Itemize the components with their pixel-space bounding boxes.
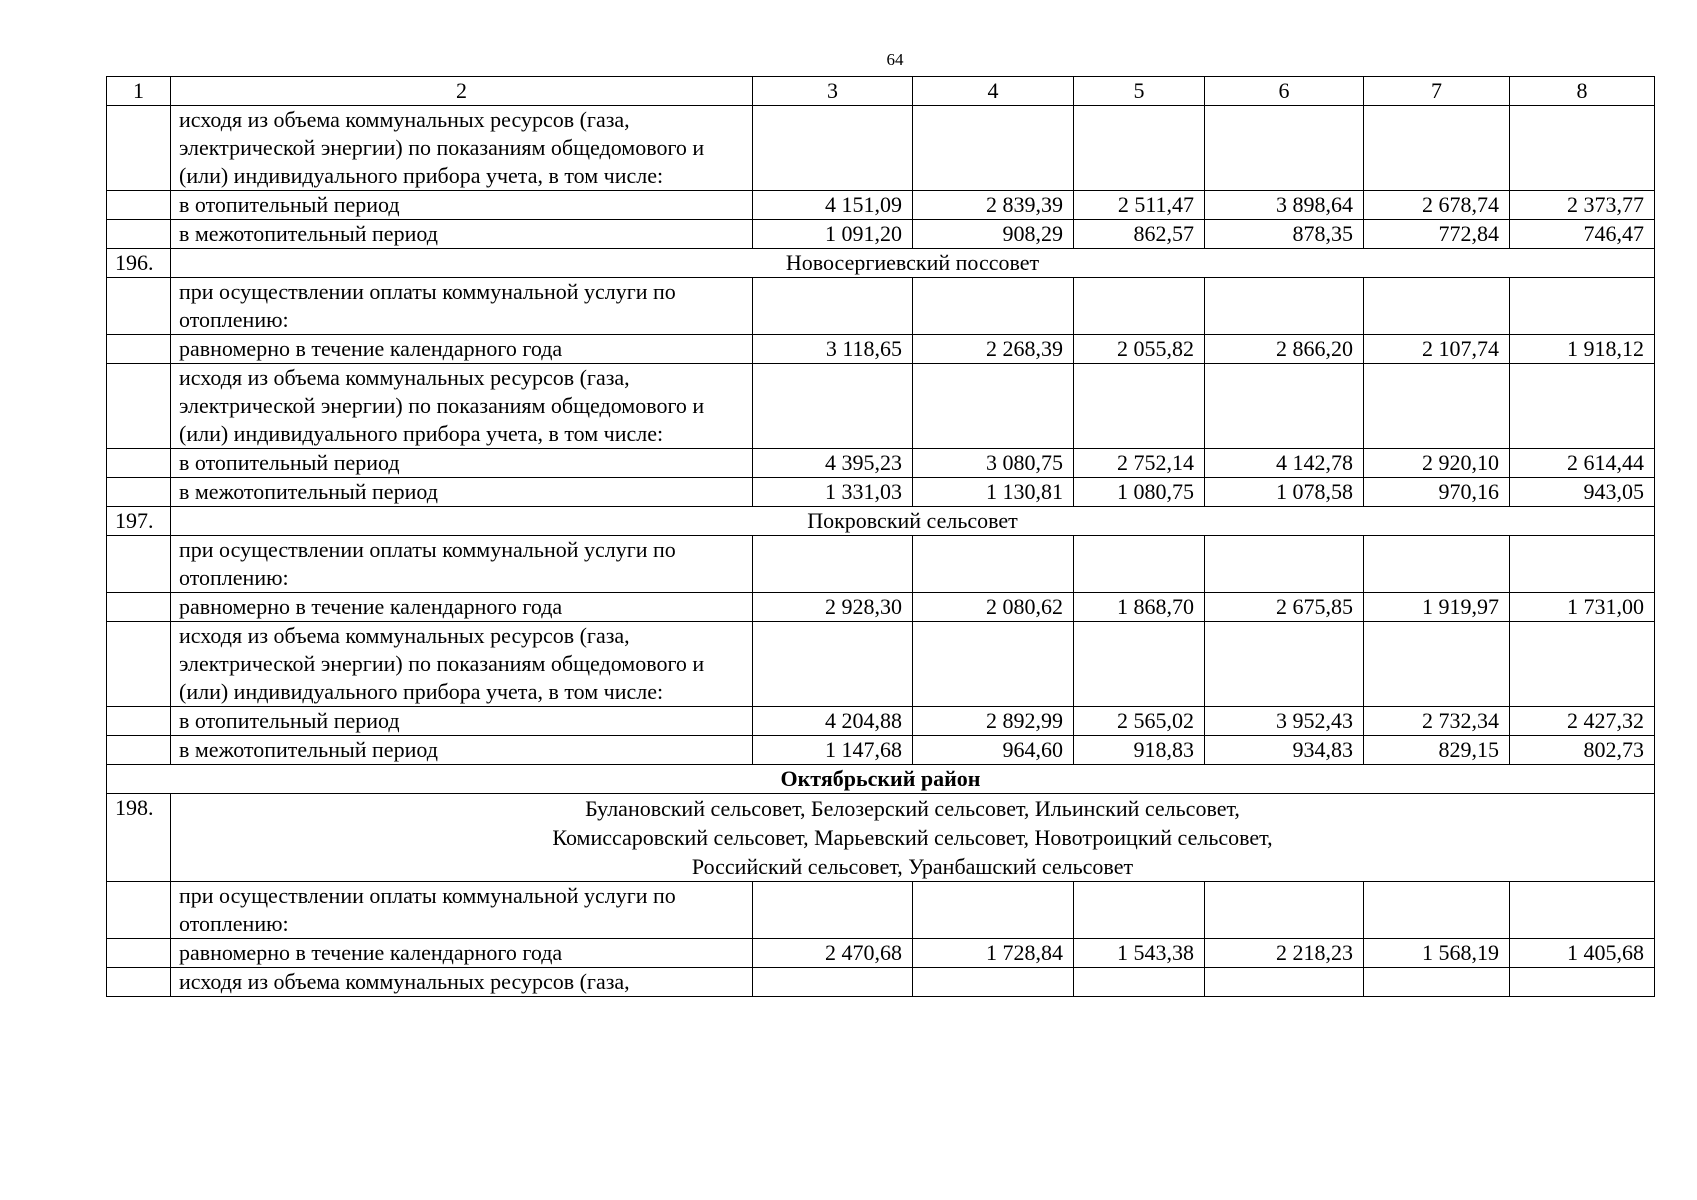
value-cell: 2 218,23: [1205, 939, 1364, 968]
value-cell: 2 892,99: [913, 707, 1074, 736]
value-cell: [913, 364, 1074, 449]
value-cell: 3 952,43: [1205, 707, 1364, 736]
section-row: [107, 794, 1655, 882]
row-index: [107, 939, 171, 968]
table-row: [107, 593, 1655, 622]
value-cell: 829,15: [1364, 736, 1510, 765]
value-cell: [753, 968, 913, 997]
row-index: [107, 736, 171, 765]
value-cell: 1 868,70: [1074, 593, 1205, 622]
value-cell: [1074, 364, 1205, 449]
row-index: [107, 622, 171, 707]
value-cell: [1510, 622, 1655, 707]
section-row: [107, 507, 1655, 536]
value-cell: 964,60: [913, 736, 1074, 765]
value-cell: 943,05: [1510, 478, 1655, 507]
row-label: в межотопительный период: [171, 220, 753, 249]
value-cell: [1510, 536, 1655, 593]
value-cell: 2 614,44: [1510, 449, 1655, 478]
row-index: [107, 278, 171, 335]
value-cell: [1510, 882, 1655, 939]
value-cell: 862,57: [1074, 220, 1205, 249]
row-label: исходя из объема коммунальных ресурсов (газа, электрической энергии) по показаниям общедомового и (или) индивидуального прибора учета, в том числе:: [171, 364, 753, 449]
value-cell: 772,84: [1364, 220, 1510, 249]
value-cell: [753, 278, 913, 335]
value-cell: 1 731,00: [1510, 593, 1655, 622]
row-label: равномерно в течение календарного года: [171, 939, 753, 968]
region-row: [107, 765, 1655, 794]
section-row: [107, 249, 1655, 278]
value-cell: [1205, 622, 1364, 707]
value-cell: 1 728,84: [913, 939, 1074, 968]
value-cell: [1510, 278, 1655, 335]
value-cell: [913, 968, 1074, 997]
value-cell: 4 142,78: [1205, 449, 1364, 478]
value-cell: [1364, 536, 1510, 593]
table-body: [107, 77, 1655, 997]
row-index: 197.: [107, 507, 171, 536]
value-cell: 918,83: [1074, 736, 1205, 765]
value-cell: [753, 622, 913, 707]
value-cell: 878,35: [1205, 220, 1364, 249]
value-cell: 2 055,82: [1074, 335, 1205, 364]
value-cell: 3 898,64: [1205, 191, 1364, 220]
column-number: 7: [1364, 77, 1510, 106]
row-index: [107, 335, 171, 364]
value-cell: 2 268,39: [913, 335, 1074, 364]
table-row: [107, 882, 1655, 939]
row-label: исходя из объема коммунальных ресурсов (газа, электрической энергии) по показаниям общедомового и (или) индивидуального прибора учета, в том числе:: [171, 106, 753, 191]
column-number: 3: [753, 77, 913, 106]
value-cell: [913, 536, 1074, 593]
row-index: [107, 968, 171, 997]
value-cell: 3 118,65: [753, 335, 913, 364]
table-row: [107, 968, 1655, 997]
value-cell: [753, 364, 913, 449]
value-cell: [1074, 968, 1205, 997]
value-cell: 1 091,20: [753, 220, 913, 249]
row-index: [107, 593, 171, 622]
value-cell: [1074, 106, 1205, 191]
column-number: 8: [1510, 77, 1655, 106]
column-number: 6: [1205, 77, 1364, 106]
value-cell: 1 331,03: [753, 478, 913, 507]
row-index: [107, 707, 171, 736]
column-number: 4: [913, 77, 1074, 106]
value-cell: 2 107,74: [1364, 335, 1510, 364]
value-cell: 1 147,68: [753, 736, 913, 765]
table-row: [107, 335, 1655, 364]
value-cell: 4 204,88: [753, 707, 913, 736]
row-label: исходя из объема коммунальных ресурсов (газа, электрической энергии) по показаниям общедомового и (или) индивидуального прибора учета, в том числе:: [171, 622, 753, 707]
value-cell: 3 080,75: [913, 449, 1074, 478]
value-cell: 908,29: [913, 220, 1074, 249]
value-cell: 1 078,58: [1205, 478, 1364, 507]
row-index: [107, 364, 171, 449]
row-index: 196.: [107, 249, 171, 278]
table-row: [107, 220, 1655, 249]
row-label: в межотопительный период: [171, 736, 753, 765]
table-row: [107, 106, 1655, 191]
row-index: [107, 106, 171, 191]
value-cell: 1 543,38: [1074, 939, 1205, 968]
value-cell: [913, 882, 1074, 939]
row-label: в межотопительный период: [171, 478, 753, 507]
table-row: [107, 707, 1655, 736]
value-cell: 2 839,39: [913, 191, 1074, 220]
value-cell: [1364, 278, 1510, 335]
value-cell: [1205, 882, 1364, 939]
value-cell: [1074, 882, 1205, 939]
value-cell: [1074, 622, 1205, 707]
section-title: Новосергиевский поссовет: [171, 249, 1655, 278]
value-cell: [753, 882, 913, 939]
table-row: [107, 449, 1655, 478]
value-cell: 1 568,19: [1364, 939, 1510, 968]
row-index: [107, 220, 171, 249]
row-label: в отопительный период: [171, 707, 753, 736]
row-index: [107, 478, 171, 507]
value-cell: [913, 622, 1074, 707]
value-cell: [1364, 106, 1510, 191]
table-row: [107, 736, 1655, 765]
value-cell: [1205, 536, 1364, 593]
table-row: [107, 191, 1655, 220]
value-cell: 1 405,68: [1510, 939, 1655, 968]
value-cell: 2 920,10: [1364, 449, 1510, 478]
value-cell: [1364, 882, 1510, 939]
row-index: [107, 449, 171, 478]
value-cell: 2 732,34: [1364, 707, 1510, 736]
row-label: исходя из объема коммунальных ресурсов (газа,: [171, 968, 753, 997]
value-cell: [1364, 364, 1510, 449]
tariff-table: [106, 76, 1655, 997]
value-cell: [1205, 106, 1364, 191]
region-title: Октябрьский район: [107, 765, 1655, 794]
column-number: 2: [171, 77, 753, 106]
value-cell: [753, 106, 913, 191]
value-cell: 2 866,20: [1205, 335, 1364, 364]
row-label: при осуществлении оплаты коммунальной услуги по отоплению:: [171, 278, 753, 335]
row-label: равномерно в течение календарного года: [171, 593, 753, 622]
row-label: при осуществлении оплаты коммунальной услуги по отоплению:: [171, 882, 753, 939]
column-number: 5: [1074, 77, 1205, 106]
value-cell: [1074, 278, 1205, 335]
value-cell: 2 678,74: [1364, 191, 1510, 220]
column-number: 1: [107, 77, 171, 106]
value-cell: 4 395,23: [753, 449, 913, 478]
value-cell: 1 919,97: [1364, 593, 1510, 622]
value-cell: [753, 536, 913, 593]
value-cell: [1510, 364, 1655, 449]
value-cell: 4 151,09: [753, 191, 913, 220]
value-cell: 2 565,02: [1074, 707, 1205, 736]
value-cell: 1 080,75: [1074, 478, 1205, 507]
row-label: равномерно в течение календарного года: [171, 335, 753, 364]
table-row: [107, 536, 1655, 593]
value-cell: 2 427,32: [1510, 707, 1655, 736]
value-cell: [1205, 278, 1364, 335]
value-cell: [1205, 364, 1364, 449]
value-cell: [1510, 106, 1655, 191]
value-cell: 1 130,81: [913, 478, 1074, 507]
row-index: [107, 536, 171, 593]
page-number: 64: [886, 50, 904, 69]
row-label: в отопительный период: [171, 191, 753, 220]
value-cell: [1364, 622, 1510, 707]
table-row: [107, 939, 1655, 968]
value-cell: 2 511,47: [1074, 191, 1205, 220]
table-row: [107, 364, 1655, 449]
value-cell: [913, 278, 1074, 335]
value-cell: 2 080,62: [913, 593, 1074, 622]
table-row: [107, 478, 1655, 507]
value-cell: 1 918,12: [1510, 335, 1655, 364]
table-row: [107, 278, 1655, 335]
value-cell: 970,16: [1364, 478, 1510, 507]
value-cell: [1510, 968, 1655, 997]
value-cell: 2 470,68: [753, 939, 913, 968]
value-cell: 2 675,85: [1205, 593, 1364, 622]
value-cell: 802,73: [1510, 736, 1655, 765]
value-cell: [1364, 968, 1510, 997]
section-title: Покровский сельсовет: [171, 507, 1655, 536]
value-cell: [913, 106, 1074, 191]
value-cell: 2 752,14: [1074, 449, 1205, 478]
row-index: [107, 882, 171, 939]
row-label: в отопительный период: [171, 449, 753, 478]
value-cell: [1205, 968, 1364, 997]
value-cell: 2 373,77: [1510, 191, 1655, 220]
value-cell: 934,83: [1205, 736, 1364, 765]
column-number-row: [107, 77, 1655, 106]
row-label: при осуществлении оплаты коммунальной услуги по отоплению:: [171, 536, 753, 593]
value-cell: 2 928,30: [753, 593, 913, 622]
row-index: 198.: [107, 794, 171, 882]
table-row: [107, 622, 1655, 707]
row-index: [107, 191, 171, 220]
value-cell: [1074, 536, 1205, 593]
section-title: Булановский сельсовет, Белозерский сельсовет, Ильинский сельсовет, Комиссаровский сельсовет, Марьевский сельсовет, Новотроицкий сельсовет, Российский сельсовет, Уранбашский сельсовет: [171, 794, 1655, 882]
value-cell: 746,47: [1510, 220, 1655, 249]
